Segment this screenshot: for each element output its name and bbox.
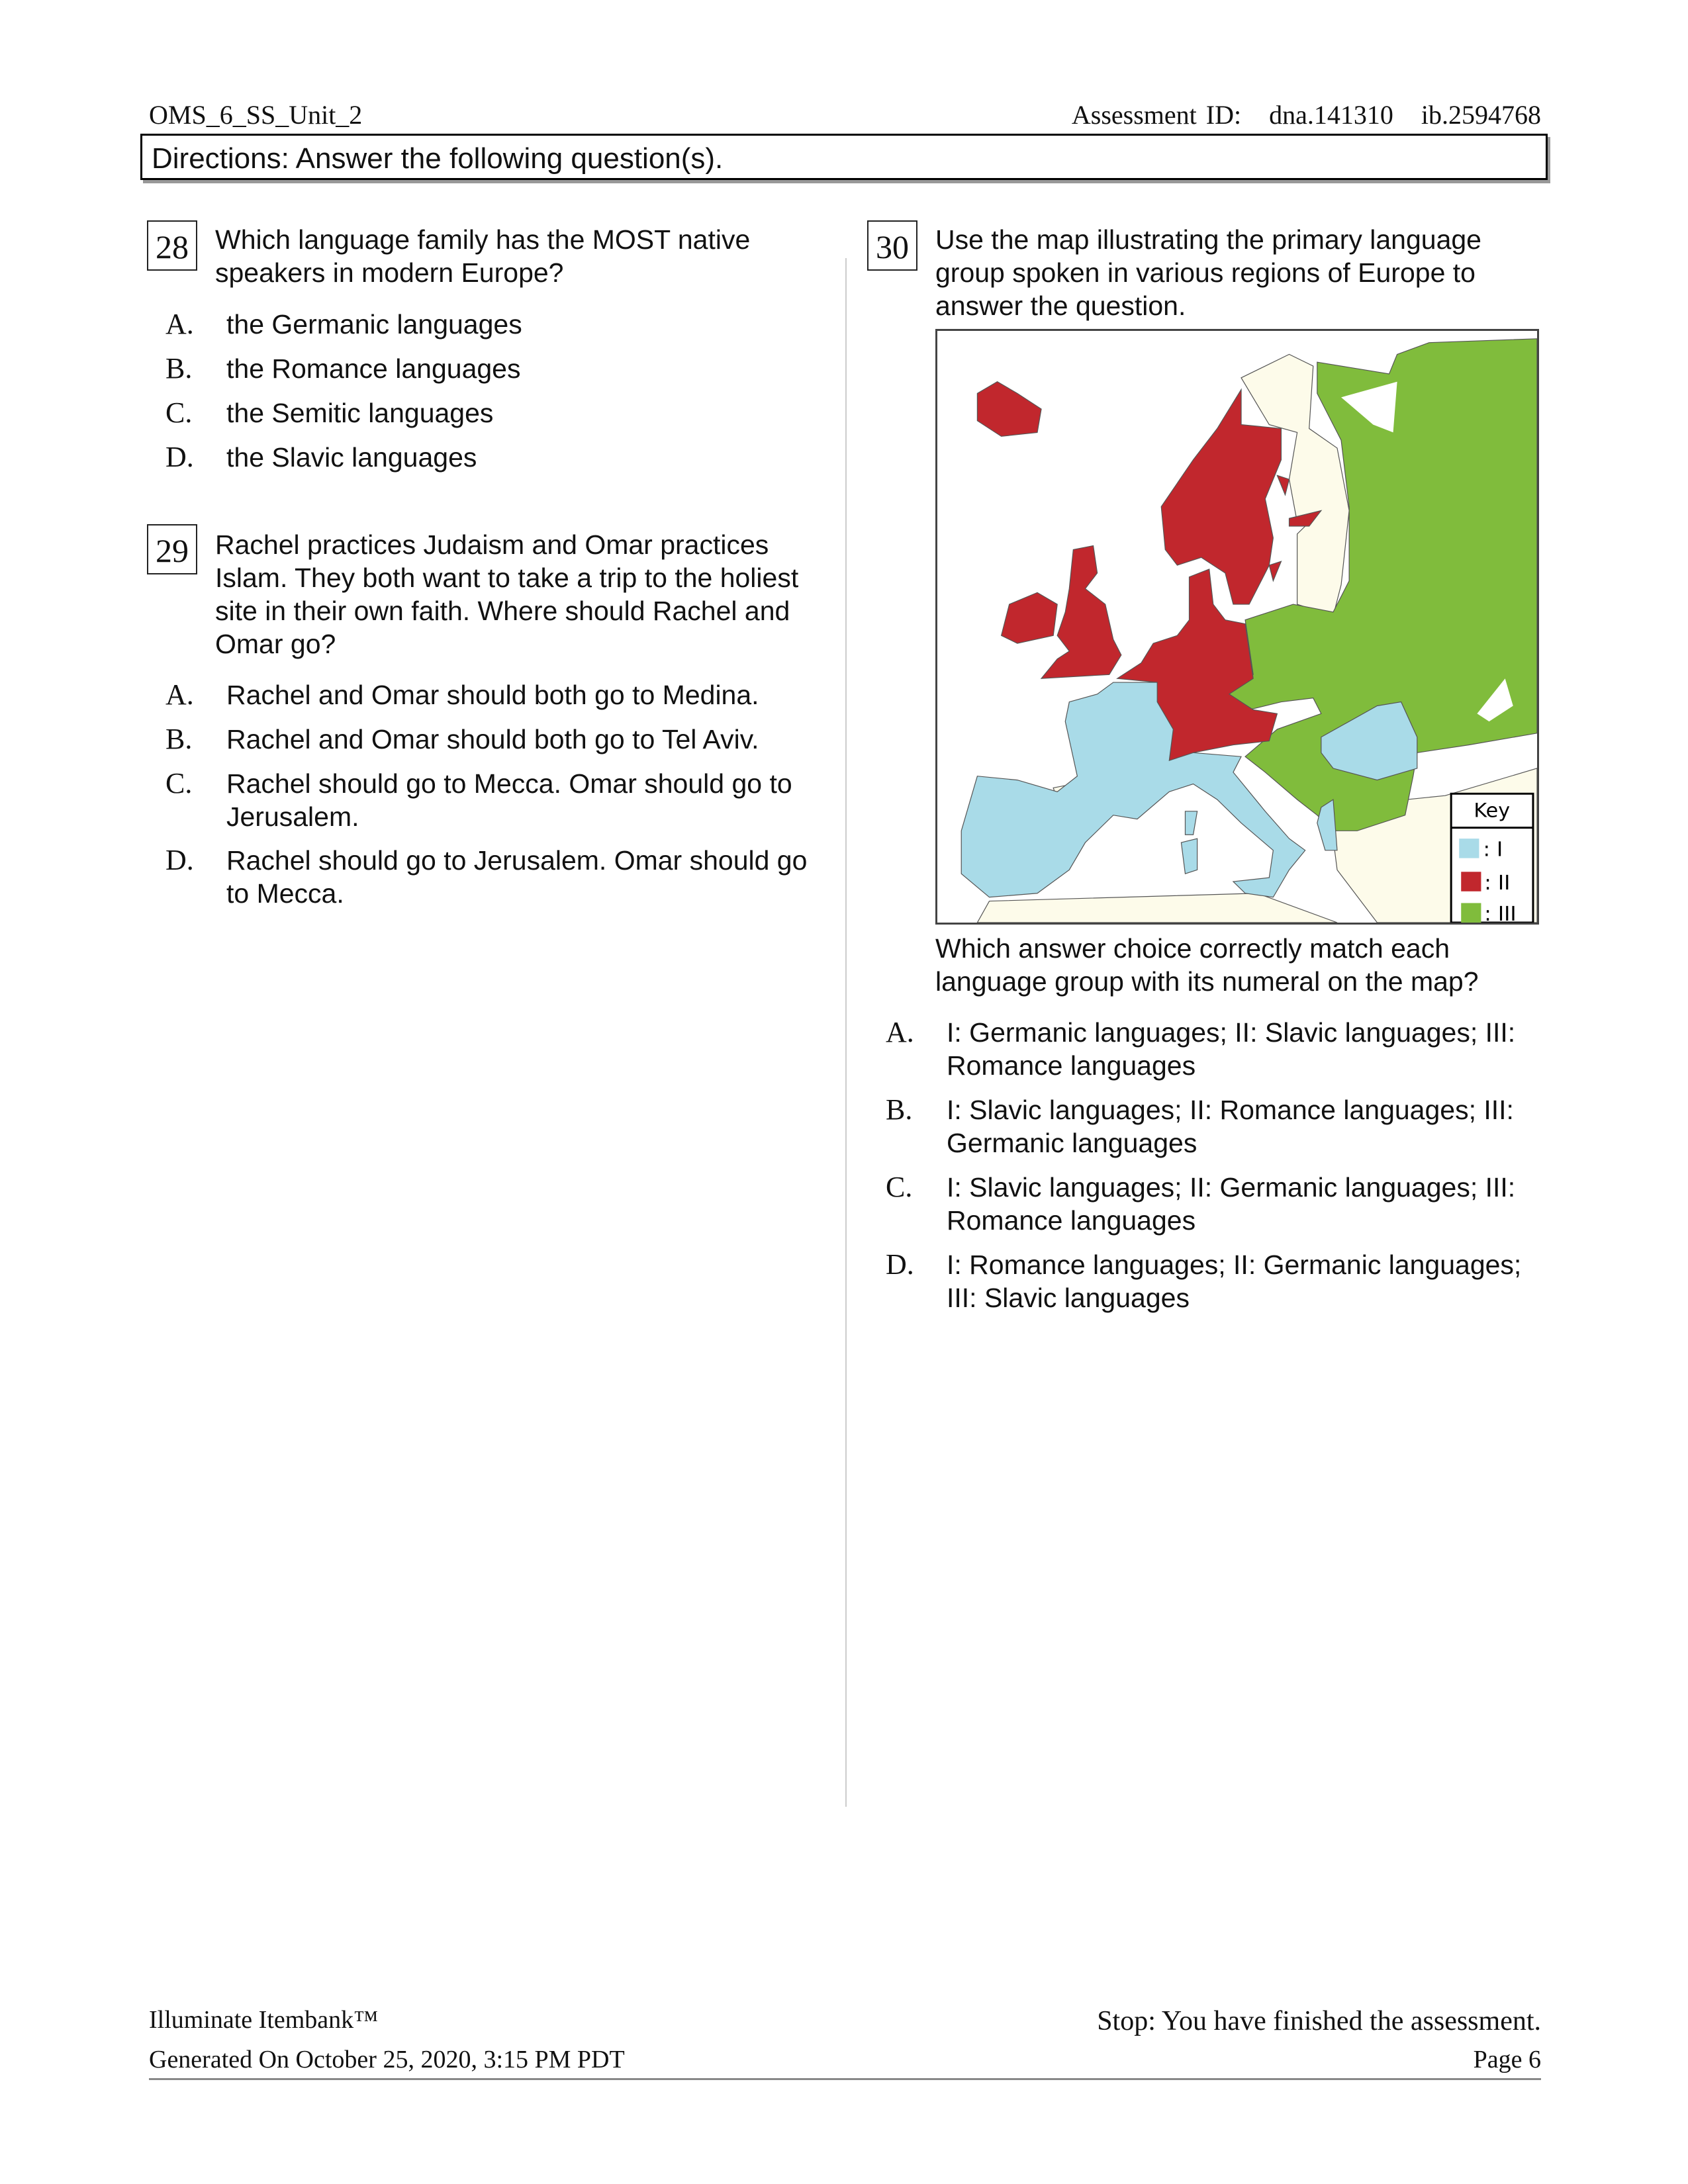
option-letter: B. (886, 1093, 913, 1126)
option-letter: D. (886, 1248, 914, 1281)
option-letter: B. (165, 723, 193, 755)
ib-id: ib.2594768 (1421, 100, 1541, 130)
option-d[interactable] (886, 1248, 1521, 1314)
option-text: the Romance languages (226, 353, 521, 384)
option-letter: A. (886, 1016, 914, 1048)
option-text: III: Slavic languages (947, 1283, 1190, 1313)
footer-generated: Generated On October 25, 2020, 3:15 PM PDT (149, 2046, 625, 2073)
key-title: Key (1474, 799, 1511, 823)
option-text: Romance languages (947, 1050, 1196, 1081)
option-c[interactable] (886, 1171, 1515, 1237)
text-line: site in their own faith. Where should Rachel and (215, 596, 790, 626)
option-text: Jerusalem. (226, 801, 359, 832)
option-text: Rachel should go to Mecca. Omar should go to (226, 768, 792, 799)
europe-language-map (935, 329, 1539, 925)
option-text: the Germanic languages (226, 309, 522, 340)
option-b[interactable] (886, 1093, 1514, 1160)
key-label-ii: : II (1484, 871, 1511, 895)
footer-stop: Stop: You have finished the assessment. (1097, 2006, 1541, 2036)
text-line: Islam. They both want to take a trip to the holiest (215, 563, 799, 593)
text-line: Rachel practices Judaism and Omar practices (215, 529, 769, 560)
map-key (1451, 794, 1533, 923)
text-line: Which answer choice correctly match each (935, 933, 1450, 964)
option-a[interactable] (165, 308, 522, 341)
option-text: Rachel and Omar should both go to Tel Aviv. (226, 724, 759, 754)
option-text: the Slavic languages (226, 442, 477, 473)
option-b[interactable] (165, 723, 759, 756)
option-letter: A. (165, 678, 194, 711)
option-letter: B. (165, 352, 193, 385)
option-letter: A. (165, 308, 194, 340)
option-text: Rachel and Omar should both go to Medina. (226, 680, 759, 710)
key-swatch-iii (1461, 903, 1481, 923)
option-text: to Mecca. (226, 878, 344, 909)
text-line: Use the map illustrating the primary language (935, 224, 1481, 255)
option-a[interactable] (886, 1016, 1515, 1082)
key-label-i: : I (1483, 838, 1503, 862)
option-a[interactable] (165, 678, 759, 711)
footer-page: Page 6 (1473, 2046, 1541, 2073)
option-c[interactable] (165, 767, 792, 833)
option-d[interactable] (165, 441, 477, 474)
directions-box: Directions: Answer the following question(s). (140, 134, 1548, 180)
key-swatch-ii (1461, 872, 1481, 891)
assessment-id (1072, 99, 1541, 130)
document-name: OMS_6_SS_Unit_2 (149, 100, 363, 130)
option-letter: C. (165, 767, 193, 799)
map-graphic (937, 331, 1537, 923)
question-stem (935, 932, 1479, 998)
dna-id: dna.141310 (1269, 100, 1393, 130)
option-letter: D. (165, 441, 194, 473)
option-text: Rachel should go to Jerusalem. Omar should go (226, 845, 808, 876)
assessment-id-label: Assessment ID: (1071, 100, 1242, 130)
text-line: Which language family has the MOST native (215, 224, 751, 255)
question-text (935, 223, 1481, 322)
option-text: Romance languages (947, 1205, 1196, 1236)
text-line: speakers in modern Europe? (215, 257, 564, 288)
option-text: I: Romance languages; II: Germanic languages; (947, 1250, 1522, 1280)
question-text (215, 528, 798, 660)
option-text: the Semitic languages (226, 398, 494, 428)
column-divider (845, 258, 847, 1807)
key-swatch-i (1459, 839, 1479, 858)
option-d[interactable] (165, 844, 807, 910)
text-line: Omar go? (215, 629, 336, 659)
option-c[interactable] (165, 396, 493, 430)
option-text: I: Germanic languages; II: Slavic languages; III: (947, 1017, 1516, 1048)
option-letter: D. (165, 844, 194, 876)
option-text: I: Slavic languages; II: Romance languages; III: (947, 1095, 1514, 1125)
option-letter: C. (886, 1171, 913, 1203)
text-line: group spoken in various regions of Europe to (935, 257, 1476, 288)
text-line: language group with its numeral on the map? (935, 966, 1479, 997)
option-text: I: Slavic languages; II: Germanic languages; III: (947, 1172, 1516, 1203)
question-number: 28 (147, 220, 197, 271)
question-number: 30 (867, 220, 917, 271)
footer-rule (149, 2078, 1541, 2080)
key-label-iii: : III (1484, 902, 1517, 923)
option-letter: C. (165, 396, 193, 429)
text-line: answer the question. (935, 291, 1186, 321)
option-b[interactable] (165, 352, 520, 385)
option-text: Germanic languages (947, 1128, 1197, 1158)
footer-brand: Illuminate Itembank™ (149, 2006, 379, 2034)
question-number: 29 (147, 524, 197, 574)
question-text (215, 223, 750, 289)
